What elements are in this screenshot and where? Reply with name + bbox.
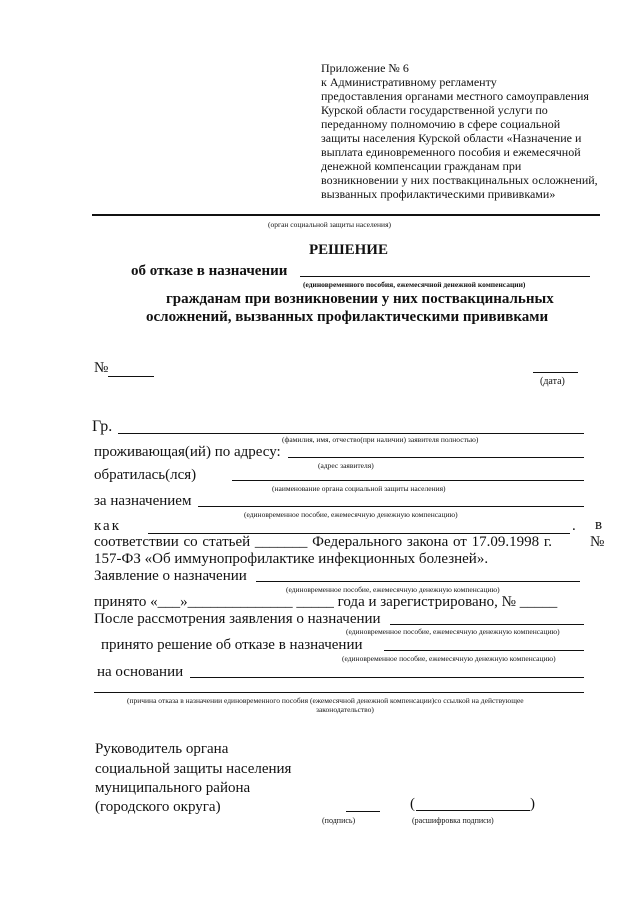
organ-line[interactable] (92, 214, 600, 216)
subtitle-label: об отказе в назначении (131, 263, 288, 279)
review-line[interactable] (390, 624, 584, 625)
review-label: После рассмотрения заявления о назначении (94, 611, 381, 627)
heading-line: гражданам при возникновении у них поствакцинальных (166, 291, 554, 307)
signature-line: Руководитель органа (95, 741, 229, 757)
purpose-caption: (единовременное пособие, ежемесячную денежную компенсацию) (244, 510, 458, 519)
annex-line: выплата единовременного пособия и ежемесячной (321, 145, 581, 159)
heading-line: осложнений, вызванных профилактическими прививками (146, 309, 549, 325)
application-label: Заявление о назначении (94, 568, 247, 584)
decision-caption: (единовременное пособие, ежемесячную денежную компенсацию) (342, 654, 556, 663)
date-caption: (дата) (540, 376, 565, 387)
citizen-label: Гр. (92, 418, 113, 435)
subtitle-line[interactable] (300, 276, 590, 277)
basis-label: на основании (97, 664, 184, 680)
law-text-2: 157-ФЗ «Об иммунопрофилактике инфекционных болезней». (94, 551, 489, 567)
number-label: № (94, 360, 109, 376)
decoding-line[interactable] (416, 810, 530, 811)
signature-line: муниципального района (95, 780, 251, 796)
citizen-line[interactable] (118, 433, 584, 434)
annex-line: возникновении у них поствакцинальных осложнений, (321, 173, 598, 187)
signature-line: социальной защиты населения (95, 761, 292, 777)
annex-line: защиты населения Курской области «Назначение и (321, 131, 582, 145)
applied-caption: (наименование органа социальной защиты населения) (272, 484, 446, 493)
subtitle-caption: (единовременного пособия, ежемесячной денежной компенсации) (303, 280, 526, 289)
as-label: как (94, 518, 122, 534)
application-caption: (единовременное пособие, ежемесячную денежную компенсацию) (286, 585, 500, 594)
law-text: соответствии со статьей _______ Федерального закона от 17.09.1998 г. (94, 534, 553, 550)
as-end-dot: . (572, 518, 576, 534)
decision-label: принято решение об отказе в назначении (101, 637, 363, 653)
sign-line[interactable] (346, 811, 380, 812)
reason-caption-2: законодательство) (316, 705, 374, 714)
sign-caption: (подпись) (322, 816, 356, 825)
reason-caption: (причина отказа в назначении единовременного пособия (ежемесячной денежной компенсации)со ссылкой на действующее (127, 696, 524, 705)
annex-line: к Административному регламенту (321, 75, 497, 89)
annex-line: Курской области государственной услуги по (321, 103, 548, 117)
as-end-v: в (595, 517, 603, 533)
date-line[interactable] (533, 372, 578, 373)
annex-line: предоставления органами местного самоуправления (321, 89, 589, 103)
applied-label: обратилась(лся) (94, 467, 197, 483)
address-caption: (адрес заявителя) (318, 461, 374, 470)
annex-line: денежной компенсации гражданам при (321, 159, 522, 173)
organ-caption: (орган социальной защиты населения) (268, 220, 392, 229)
number-line[interactable] (108, 376, 154, 377)
application-line[interactable] (256, 581, 580, 582)
purpose-label: за назначением (94, 493, 192, 509)
review-caption: (единовременное пособие, ежемесячную денежную компенсацию) (346, 627, 560, 636)
decoding-caption: (расшифровка подписи) (412, 816, 494, 825)
annex-line: переданному полномочию в сфере социальной (321, 117, 561, 131)
annex-line: Приложение № 6 (321, 61, 409, 75)
annex-line: вызванных профилактическими прививками» (321, 187, 556, 201)
signature-line: (городского округа) (95, 799, 221, 815)
purpose-line[interactable] (198, 506, 584, 507)
address-label: проживающая(ий) по адресу: (94, 444, 281, 460)
applied-line[interactable] (232, 480, 584, 481)
decision-line[interactable] (384, 650, 584, 651)
reason-line[interactable] (94, 692, 584, 693)
law-no: № (590, 534, 605, 550)
address-line[interactable] (288, 457, 584, 458)
decoding-close-paren: ) (530, 796, 535, 812)
basis-line[interactable] (190, 677, 584, 678)
accepted-text: принято «___»______________ _____ года и зарегистрировано, № _____ (94, 594, 558, 610)
decoding-open-paren: ( (410, 796, 415, 812)
document-title: РЕШЕНИЕ (309, 242, 388, 258)
citizen-caption: (фамилия, имя, отчество(при наличии) заявителя полностью) (282, 435, 479, 444)
